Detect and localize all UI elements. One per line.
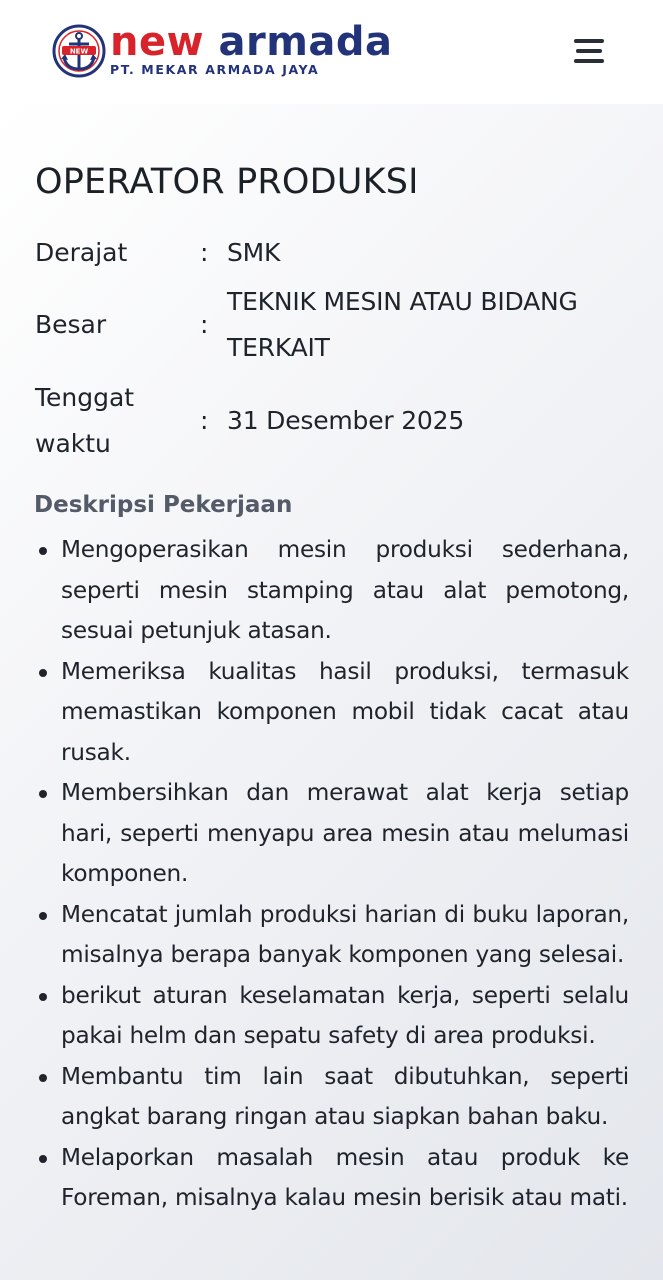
field-major (35, 279, 635, 371)
logo-tagline: PT. MEKAR ARMADA JAYA (110, 62, 320, 77)
new-armada-logo[interactable] (52, 19, 393, 82)
field-value: SMK (227, 238, 281, 267)
field-label: Tenggat waktu (35, 383, 135, 458)
field-value: 31 Desember 2025 (227, 406, 465, 435)
logo-word-armada: armada (218, 19, 393, 65)
field-deadline (35, 375, 635, 467)
job-title: OPERATOR PRODUKSI (35, 162, 419, 202)
list-item: Mencatat jumlah produksi harian di buku laporan, misalnya berapa banyak komponen yang selesai. (61, 895, 629, 976)
field-label: Besar (35, 310, 107, 339)
field-colon: : (200, 238, 209, 267)
field-colon: : (200, 310, 209, 339)
list-item: Mengoperasikan mesin produksi sederhana, seperti mesin stamping atau alat pemotong, sesuai petunjuk atasan. (61, 530, 629, 652)
list-item: berikut aturan keselamatan kerja, seperti selalu pakai helm dan sepatu safety di area produksi. (61, 976, 629, 1057)
logo-word-new: new (110, 19, 205, 65)
field-label: Derajat (35, 238, 128, 267)
field-degree (35, 230, 635, 276)
job-description-heading: Deskripsi Pekerjaan (34, 492, 293, 518)
anchor-emblem-icon (52, 24, 106, 78)
svg-text:NEW: NEW (69, 47, 89, 56)
list-item: Membantu tim lain saat dibutuhkan, seperti angkat barang ringan atau siapkan bahan baku. (61, 1057, 629, 1138)
list-item: Memeriksa kualitas hasil produksi, termasuk memastikan komponen mobil tidak cacat atau rusak. (61, 652, 629, 774)
field-value: TEKNIK MESIN ATAU BIDANG TERKAIT (227, 287, 578, 362)
site-header (0, 0, 663, 104)
list-item: Membersihkan dan merawat alat kerja setiap hari, seperti menyapu area mesin atau melumasi komponen. (61, 773, 629, 895)
duties-list (0, 530, 663, 1219)
hamburger-menu-icon[interactable] (566, 34, 610, 68)
job-detail-panel (0, 104, 663, 1280)
logo-wordmark (110, 18, 393, 66)
field-colon: : (200, 406, 209, 435)
list-item: Melaporkan masalah mesin atau produk ke Foreman, misalnya kalau mesin berisik atau mati. (61, 1138, 629, 1219)
